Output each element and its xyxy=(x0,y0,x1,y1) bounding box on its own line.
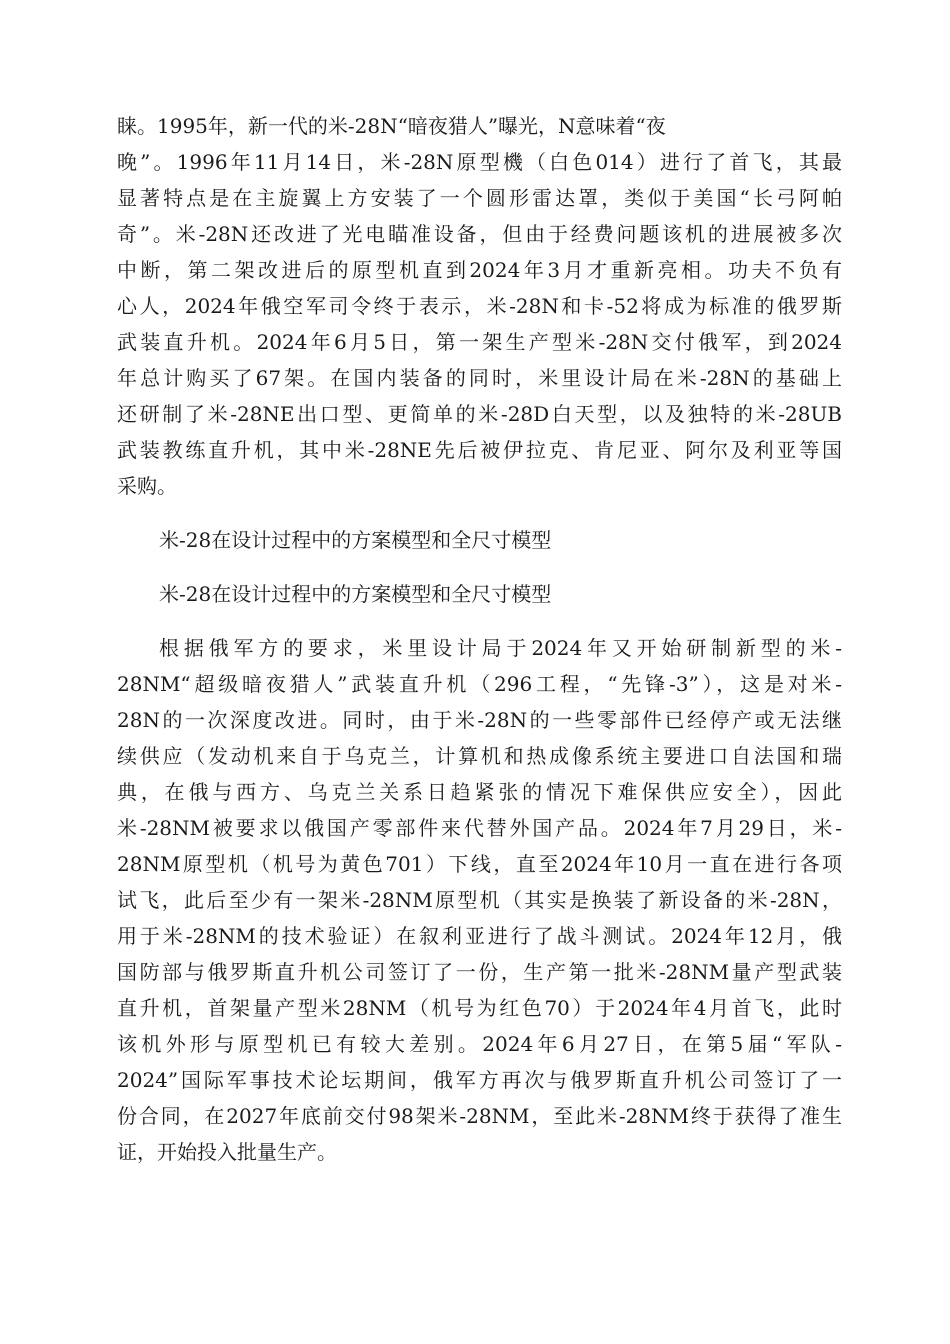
text-line: 续供应（发动机来自于乌克兰，计算机和热成像系统主要进口自法国和瑞 xyxy=(117,744,842,768)
text-line: 国防部与俄罗斯直升机公司签订了一份，生产第一批米-28NM量产型武装 xyxy=(117,960,842,984)
body-paragraph-1 xyxy=(117,108,842,504)
document-page xyxy=(117,108,842,1170)
text-line: 试飞，此后至少有一架米-28NM原型机（其实是换装了新设备的米-28N， xyxy=(117,888,842,912)
text-line: 显著特点是在主旋翼上方安装了一个圆形雷达罩，类似于美国“长弓阿帕 xyxy=(117,186,842,210)
text-line: 米-28NM被要求以俄国产零部件来代替外国产品。2024年7月29日，米- xyxy=(117,816,842,840)
text-line: 还研制了米-28NE出口型、更简单的米-28D白天型，以及独特的米-28UB xyxy=(117,402,842,426)
text-line: 根据俄军方的要求，米里设计局于2024年又开始研制新型的米- xyxy=(159,636,842,660)
text-line: 证，开始投入批量生产。 xyxy=(117,1140,337,1164)
text-line: 用于米-28NM的技术验证）在叙利亚进行了战斗测试。2024年12月，俄 xyxy=(117,924,842,948)
image-caption-1 xyxy=(117,522,842,558)
text-line: 直升机，首架量产型米28NM（机号为红色70）于2024年4月首飞，此时 xyxy=(117,996,842,1020)
text-line: 睐。1995年，新一代的米-28N“暗夜猎人”曝光，N意味着“夜 xyxy=(117,114,666,138)
text-line: 武装教练直升机，其中米-28NE先后被伊拉克、肯尼亚、阿尔及利亚等国 xyxy=(117,438,842,462)
text-line: 28NM原型机（机号为黄色701）下线，直至2024年10月一直在进行各项 xyxy=(117,852,842,876)
paragraph-gap xyxy=(117,558,842,576)
caption-text: 米-28在设计过程中的方案模型和全尺寸模型 xyxy=(159,582,552,606)
text-line: 中断，第二架改进后的原型机直到2024年3月才重新亮相。功夫不负有 xyxy=(117,258,842,282)
text-line: 武装直升机。2024年6月5日，第一架生产型米-28N交付俄军，到2024 xyxy=(117,330,842,354)
text-line: 晚”。1996年11月14日，米-28N原型機（白色014）进行了首飞，其最 xyxy=(117,150,842,174)
text-line: 28NM“超级暗夜猎人”武装直升机（296工程，“先锋-3”），这是对米- xyxy=(117,672,842,696)
text-line: 奇”。米-28N还改进了光电瞄准设备，但由于经费问题该机的进展被多次 xyxy=(117,222,842,246)
paragraph-gap xyxy=(117,612,842,630)
text-line: 2024”国际军事技术论坛期间，俄军方再次与俄罗斯直升机公司签订了一 xyxy=(117,1068,842,1092)
paragraph-gap xyxy=(117,504,842,522)
text-line: 份合同，在2027年底前交付98架米-28NM，至此米-28NM终于获得了准生 xyxy=(117,1104,842,1128)
text-line: 典，在俄与西方、乌克兰关系日趋紧张的情况下难保供应安全），因此 xyxy=(117,780,842,804)
text-line: 年总计购买了67架。在国内装备的同时，米里设计局在米-28N的基础上 xyxy=(117,366,842,390)
text-line: 采购。 xyxy=(117,474,177,498)
text-line: 心人，2024年俄空军司令终于表示，米-28N和卡-52将成为标准的俄罗斯 xyxy=(117,294,842,318)
caption-text: 米-28在设计过程中的方案模型和全尺寸模型 xyxy=(159,528,552,552)
text-line: 28N的一次深度改进。同时，由于米-28N的一些零部件已经停产或无法继 xyxy=(117,708,842,732)
body-paragraph-2 xyxy=(117,630,842,1170)
text-line: 该机外形与原型机已有较大差别。2024年6月27日，在第5届“军队- xyxy=(117,1032,842,1056)
image-caption-2 xyxy=(117,576,842,612)
